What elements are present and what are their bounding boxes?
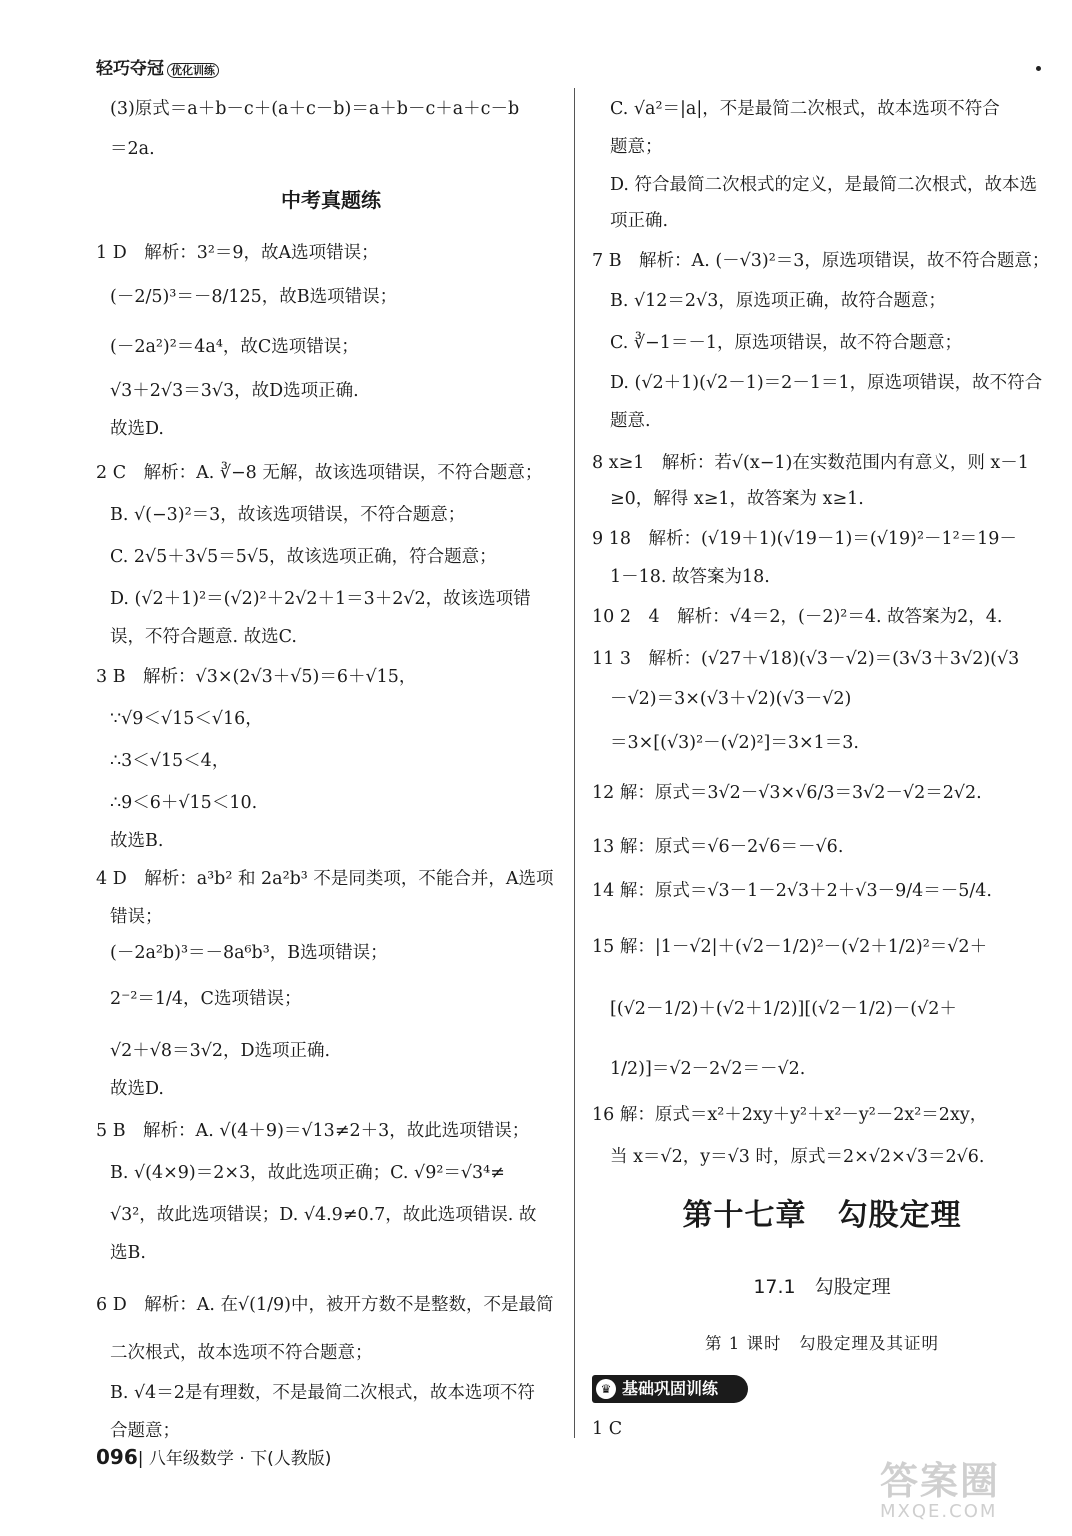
answer-line: 选B. xyxy=(110,1243,146,1263)
answer-line: 10 2 4 解析：√4＝2，(－2)²＝4. 故答案为2，4. xyxy=(592,607,1003,627)
answer-line: 二次根式，故本选项不符合题意； xyxy=(110,1343,373,1363)
watermark xyxy=(880,1450,1050,1522)
answer-line: 15 解：|1－√2|＋(√2－1/2)²－(√2＋1/2)²＝√2＋ xyxy=(592,937,988,957)
answer-line: 12 解：原式＝3√2－√3×√6/3＝3√2－√2＝2√2. xyxy=(592,783,982,803)
answer-line: 2⁻²＝1/4，C选项错误； xyxy=(110,989,302,1009)
answer-line: √2＋√8＝3√2，D选项正确. xyxy=(110,1041,331,1061)
chapter-title: 第十七章 勾股定理 xyxy=(682,1198,962,1233)
answer-line: (－2a²b)³＝－8a⁶b³，B选项错误； xyxy=(110,943,388,963)
answer-line: B. √12＝2√3，原选项正确，故符合题意； xyxy=(610,291,946,311)
answer-line: B. √(−3)²＝3，故该选项错误，不符合题意； xyxy=(110,505,466,525)
exercise-badge xyxy=(592,1375,748,1403)
answer-line: 故选D. xyxy=(110,419,164,439)
answer-line: 题意； xyxy=(610,137,663,157)
answer-line: D. (√2＋1)(√2－1)＝2－1＝1，原选项错误，故不符合 xyxy=(610,373,1043,393)
answer-line: ＝2a. xyxy=(110,139,155,159)
watermark-main: 答案圈 xyxy=(880,1459,1001,1503)
answer-line: D. 符合最简二次根式的定义，是最简二次根式，故本选 xyxy=(610,175,1038,195)
answer-line: 题意. xyxy=(610,411,651,431)
answer-line: C. ∛−1＝－1，原选项错误，故不符合题意； xyxy=(610,333,962,353)
logo-text: 轻巧夺冠 xyxy=(96,59,164,79)
answer-line: 9 18 解析：(√19＋1)(√19－1)＝(√19)²－1²＝19－ xyxy=(592,529,1017,549)
page-number: 096 xyxy=(96,1445,138,1469)
answer-line: 16 解：原式＝x²＋2xy＋y²＋x²－y²－2x²＝2xy， xyxy=(592,1105,988,1125)
answer-line: －√2)＝3×(√3＋√2)(√3－√2) xyxy=(610,689,852,709)
answer-line: ≥0，解得 x≥1，故答案为 x≥1. xyxy=(610,489,864,509)
footer-separator: | xyxy=(137,1449,149,1469)
page-footer xyxy=(96,1444,331,1469)
answer-line: 1/2)]＝√2－2√2＝－√2. xyxy=(610,1059,806,1079)
column-divider xyxy=(574,88,575,1438)
answer-line: √3²，故此选项错误；D. √4.9≠0.7，故此选项错误. 故 xyxy=(110,1205,537,1225)
answer-line: (3)原式＝a＋b－c＋(a＋c－b)＝a＋b－c＋a＋c－b xyxy=(110,99,520,119)
answer-line: 5 B 解析：A. √(4＋9)＝√13≠2＋3，故此选项错误； xyxy=(96,1121,530,1141)
answer-line: 8 x≥1 解析：若√(x−1)在实数范围内有意义，则 x－1 xyxy=(592,453,1029,473)
answer-line: 4 D 解析：a³b² 和 2a²b³ 不是同类项，不能合并，A选项 xyxy=(96,869,554,889)
answer-line: 误，不符合题意. 故选C. xyxy=(110,627,297,647)
answer-line: B. √(4×9)＝2×3，故此选项正确；C. √9²＝√3⁴≠ xyxy=(110,1163,505,1183)
badge-label: 基础巩固训练 xyxy=(622,1379,719,1398)
answer-line: 7 B 解析：A. (－√3)²＝3，原选项错误，故不符合题意； xyxy=(592,251,1050,271)
answer-line: C. 2√5＋3√5＝5√5，故该选项正确，符合题意； xyxy=(110,547,497,567)
section-title: 17.1 勾股定理 xyxy=(753,1276,891,1298)
answer-line: B. √4＝2是有理数，不是最简二次根式，故本选项不符 xyxy=(110,1383,535,1403)
answer-line: 6 D 解析：A. 在√(1/9)中，被开方数不是整数，不是最简 xyxy=(96,1295,554,1315)
answer-line: 14 解：原式＝√3－1－2√3＋2＋√3－9/4＝－5/4. xyxy=(592,881,992,901)
answer-line: 故选B. xyxy=(110,831,164,851)
crown-icon: ♛ xyxy=(596,1379,616,1399)
answer-line: 11 3 解析：(√27＋√18)(√3－√2)＝(3√3＋3√2)(√3 xyxy=(592,649,1020,669)
lesson-title: 第 1 课时 勾股定理及其证明 xyxy=(705,1334,939,1353)
answer-line: D. (√2＋1)²＝(√2)²＋2√2＋1＝3＋2√2，故该选项错 xyxy=(110,589,531,609)
answer-line: 错误； xyxy=(110,907,163,927)
answer-line: ∴3＜√15＜4， xyxy=(110,751,230,771)
answer-line: (－2/5)³＝－8/125，故B选项错误； xyxy=(110,287,398,307)
answer-line: ∴9＜6＋√15＜10. xyxy=(110,793,258,813)
answer-line: 2 C 解析：A. ∛−8 无解，故该选项错误，不符合题意； xyxy=(96,463,543,483)
answer-line: (－2a²)²＝4a⁴，故C选项错误； xyxy=(110,337,359,357)
watermark-sub: MXQE.COM xyxy=(880,1501,998,1522)
answer-line: ＝3×[(√3)²－(√2)²]＝3×1＝3. xyxy=(610,733,859,753)
answer-line: 当 x＝√2，y＝√3 时，原式＝2×√2×√3＝2√6. xyxy=(610,1147,985,1167)
answer-line: 1 D 解析：3²＝9，故A选项错误； xyxy=(96,243,379,263)
section-heading-exam: 中考真题练 xyxy=(281,188,381,212)
answer-line: 项正确. xyxy=(610,211,669,231)
answer-line: C. √a²＝|a|，不是最简二次根式，故本选项不符合 xyxy=(610,99,1000,119)
answer-line: 1－18. 故答案为18. xyxy=(610,567,770,587)
logo-tag: 优化训练 xyxy=(167,63,219,78)
book-title: 八年级数学 · 下(人教版) xyxy=(148,1449,332,1469)
answer-line: 合题意； xyxy=(110,1421,180,1441)
header-dot xyxy=(1036,66,1041,71)
header-logo xyxy=(96,54,219,79)
answer-line: √3＋2√3＝3√3，故D选项正确. xyxy=(110,381,359,401)
answer-line: 13 解：原式＝√6－2√6＝－√6. xyxy=(592,837,844,857)
answer-line: [(√2－1/2)＋(√2＋1/2)][(√2－1/2)－(√2＋ xyxy=(610,999,957,1019)
answer-line: ∵√9＜√15＜√16， xyxy=(110,709,263,729)
answer-line: 故选D. xyxy=(110,1079,164,1099)
answer-line: 3 B 解析：√3×(2√3＋√5)＝6＋√15， xyxy=(96,667,417,687)
answer-line: 1 C xyxy=(592,1419,623,1439)
